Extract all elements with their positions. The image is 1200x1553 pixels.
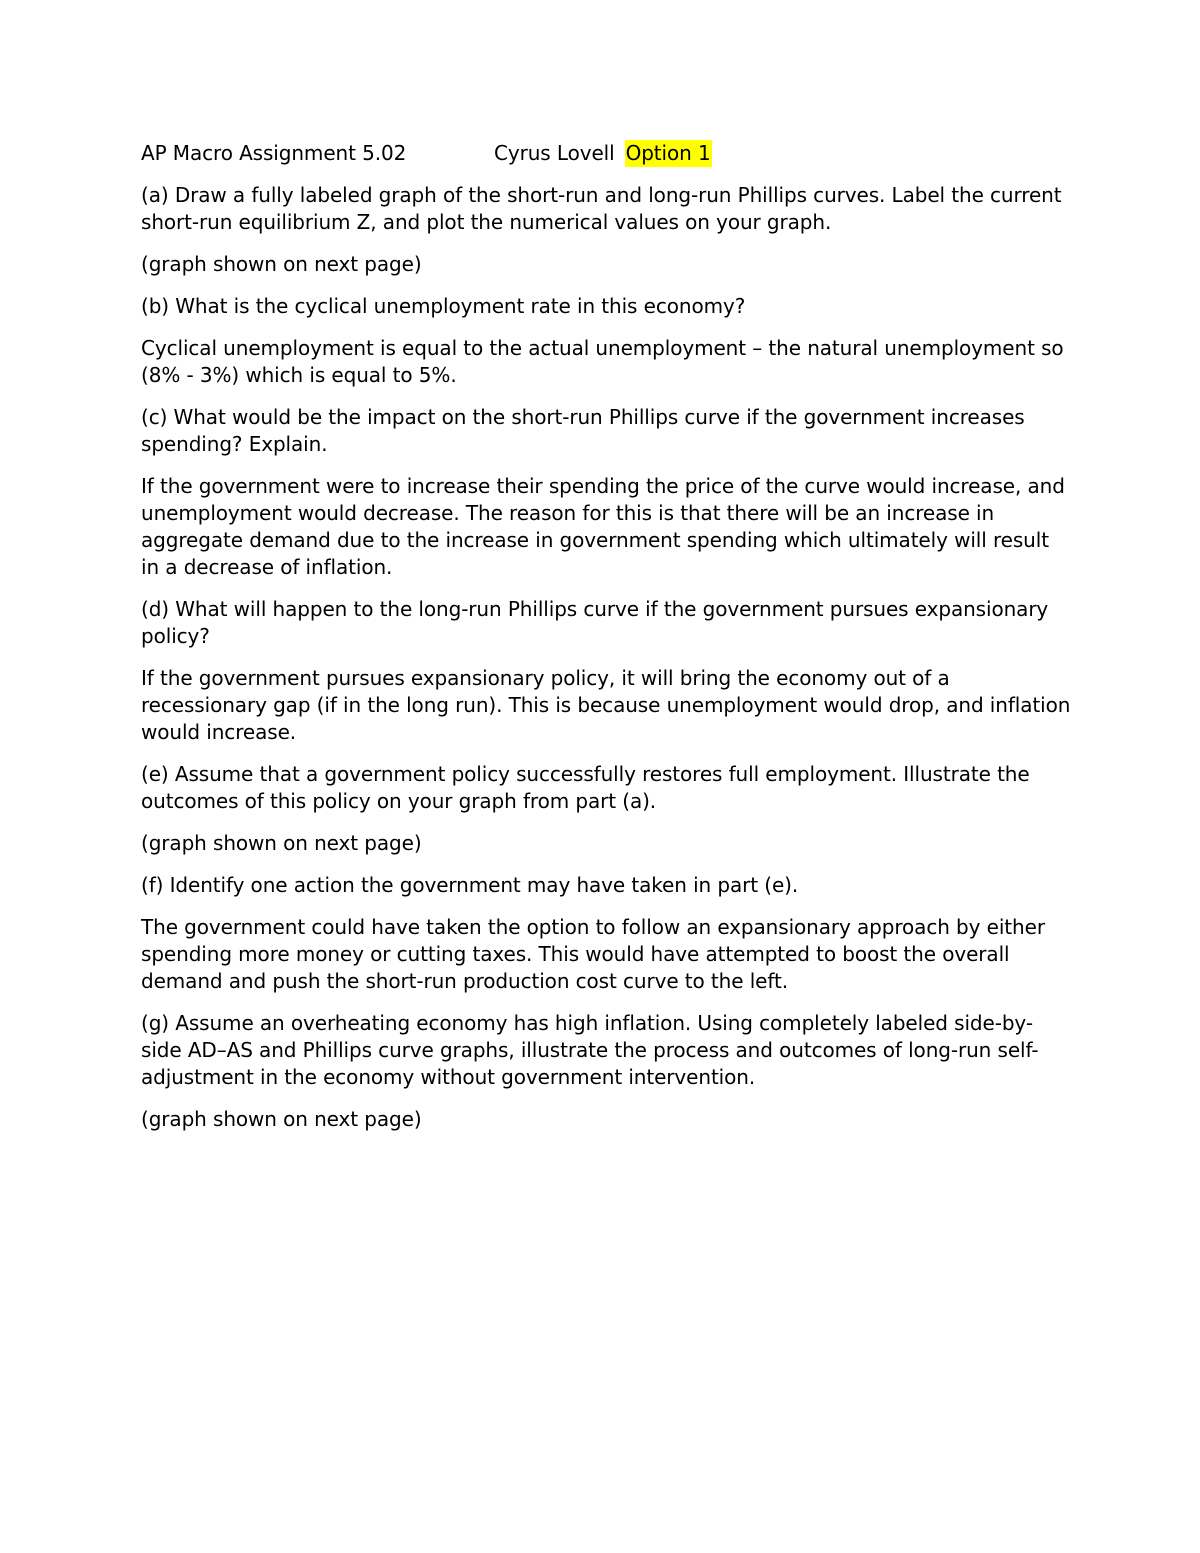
question-g: (g) Assume an overheating economy has high inflation. Using completely labeled side-by-side AD–AS and Phillips curve graphs, illustrate the process and outcomes of long-run self-adjustment in the economy without government intervention. [141,1011,1039,1089]
answer-f: The government could have taken the option to follow an expansionary approach by either spending more money or cutting taxes. This would have attempted to boost the overall demand and push the short-run production cost curve to the left. [141,915,1045,993]
question-d: (d) What will happen to the long-run Phillips curve if the government pursues expansionary policy? [141,597,1049,648]
author-name: Cyrus Lovell [494,141,615,165]
answer-g: (graph shown on next page) [141,1107,422,1131]
option-highlight: Option 1 [625,141,711,165]
answer-d: If the government pursues expansionary policy, it will bring the economy out of a recessionary gap (if in the long run). This is because unemployment would drop, and inflation would increase. [141,666,1071,744]
question-b: (b) What is the cyclical unemployment rate in this economy? [141,294,746,318]
document-body [141,140,1071,1148]
answer-a: (graph shown on next page) [141,252,422,276]
question-f: (f) Identify one action the government may have taken in part (e). [141,873,799,897]
question-c: (c) What would be the impact on the short-run Phillips curve if the government increases spending? Explain. [141,405,1025,456]
answer-e: (graph shown on next page) [141,831,422,855]
question-a: (a) Draw a fully labeled graph of the short-run and long-run Phillips curves. Label the current short-run equilibrium Z, and plot the numerical values on your graph. [141,183,1062,234]
document-header [141,140,1071,167]
assignment-title: AP Macro Assignment 5.02 [141,141,407,165]
question-e: (e) Assume that a government policy successfully restores full employment. Illustrate the outcomes of this policy on your graph from part (a). [141,762,1030,813]
answer-c: If the government were to increase their spending the price of the curve would increase, and unemployment would decrease. The reason for this is that there will be an increase in aggregate demand due to the increase in government spending which ultimately will result in a decrease of inflation. [141,474,1065,579]
answer-b: Cyclical unemployment is equal to the actual unemployment – the natural unemployment so (8% - 3%) which is equal to 5%. [141,336,1064,387]
